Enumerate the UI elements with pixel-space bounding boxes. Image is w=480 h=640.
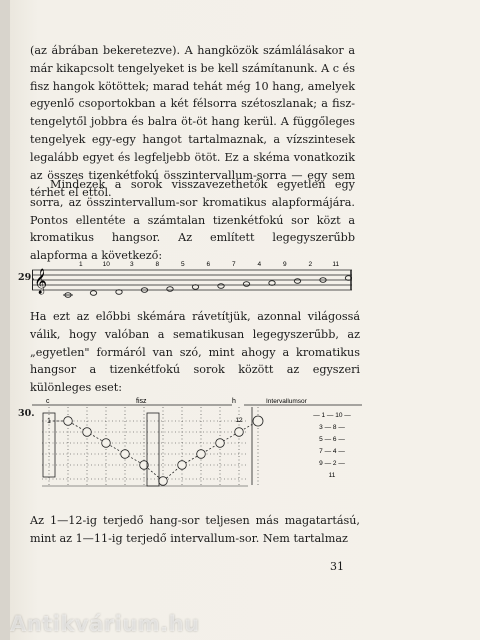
figure-30-number: 30.: [18, 408, 35, 419]
paragraph-3-text: Ha ezt az előbbi skémára rávetítjük, azonnal világossá válik, hogy valóban a sematikusan legegyszerűbb, az „egyetlen" formáról van szó, mint ahogy a kromatikus hangsor a tizenkétfokú sorok között az egyszeri különleges eset:: [30, 310, 360, 395]
interval-number: 5: [180, 261, 185, 268]
legend-row: 7 — 4 —: [319, 448, 345, 455]
scheme-node: [159, 477, 168, 486]
interval-number: 3: [129, 261, 134, 268]
note-head: [269, 281, 275, 286]
legend-row: 9 — 2 —: [319, 460, 345, 467]
interval-number: 1: [78, 261, 83, 268]
scheme-node: [178, 461, 187, 470]
col-label-c: c: [46, 398, 50, 405]
paragraph-4: [30, 512, 360, 548]
scheme-node: [197, 450, 206, 459]
paragraph-2: [30, 176, 355, 265]
paragraph-1-text: (az ábrában bekeretezve). A hangközök számlálásakor a már kikapcsolt tengelyeket is be kell számítanunk. A c és fisz hangok kötöttek; marad tehát még 10 hang, amelyek egyenlő csoportokban a két félsorra szétoszlanak; a fisz-tengelytől jobbra és balra öt-öt hang kerül. A függőleges tengelyek egy-egy hangot tartalmaznak, a vízszintesek legalább egyet és legfeljebb ötöt. Ez a skéma vonatkozik az összes tizenkétfokú összintervallum-sorra — egy sem térhet el ettől.: [30, 44, 355, 200]
interval-number: 11: [332, 261, 340, 268]
interval-number: 4: [257, 261, 262, 268]
note-head: [294, 279, 300, 284]
note-head: [167, 287, 173, 292]
legend-row: 11: [328, 472, 336, 479]
scheme-node: [235, 428, 244, 437]
note-head: [192, 285, 198, 290]
note-head: [218, 284, 224, 289]
watermark-logo: Antikvárium.hu: [10, 612, 200, 636]
end-note: 12: [235, 417, 243, 424]
page-number: 31: [330, 560, 344, 573]
scheme-node: [121, 450, 130, 459]
interval-number: 6: [206, 261, 211, 268]
scheme-node: [102, 439, 111, 448]
interval-number: 9: [282, 261, 287, 268]
note-head: [90, 291, 96, 296]
figure-29-staff: [32, 256, 352, 298]
scheme-node: [83, 428, 92, 437]
note-head: [116, 290, 122, 295]
legend-row: 3 — 8 —: [319, 424, 345, 431]
col-label-h: h: [232, 398, 236, 405]
scheme-node: [253, 416, 263, 426]
legend-title: Intervallumsor: [266, 398, 307, 405]
treble-clef-icon: 𝄞: [34, 268, 48, 293]
paragraph-4-text: Az 1—12-ig terjedő hang-sor teljesen más magatartású, mint az 1—11-ig terjedő intervallum-sor. Nem tartalmaz: [30, 514, 360, 545]
start-note: 1: [47, 418, 51, 425]
interval-number: 2: [308, 261, 313, 268]
paragraph-2-text: Mindezek a sorok visszavezethetők egyetlen egy sorra, az összintervallum-sor kromatikus alapformájára. Pontos ellentéte a számtalan tizenkétfokú sor közt a kromatikus hangsor. Az említett legegyszerűbb alapforma a következő:: [30, 178, 355, 263]
figure-30-scheme: [32, 395, 362, 495]
scheme-node: [216, 439, 225, 448]
interval-number: 7: [231, 261, 236, 268]
paragraph-3: [30, 308, 360, 397]
legend-row: 5 — 6 —: [319, 436, 345, 443]
scheme-node: [64, 417, 73, 426]
note-head: [243, 282, 249, 287]
book-page: [10, 0, 480, 640]
figure-29-number: 29.: [18, 272, 35, 283]
legend-row: — 1 — 10 —: [313, 412, 351, 419]
interval-number: 8: [155, 261, 160, 268]
col-label-fisz: fisz: [136, 398, 147, 405]
interval-number: 10: [102, 261, 110, 268]
